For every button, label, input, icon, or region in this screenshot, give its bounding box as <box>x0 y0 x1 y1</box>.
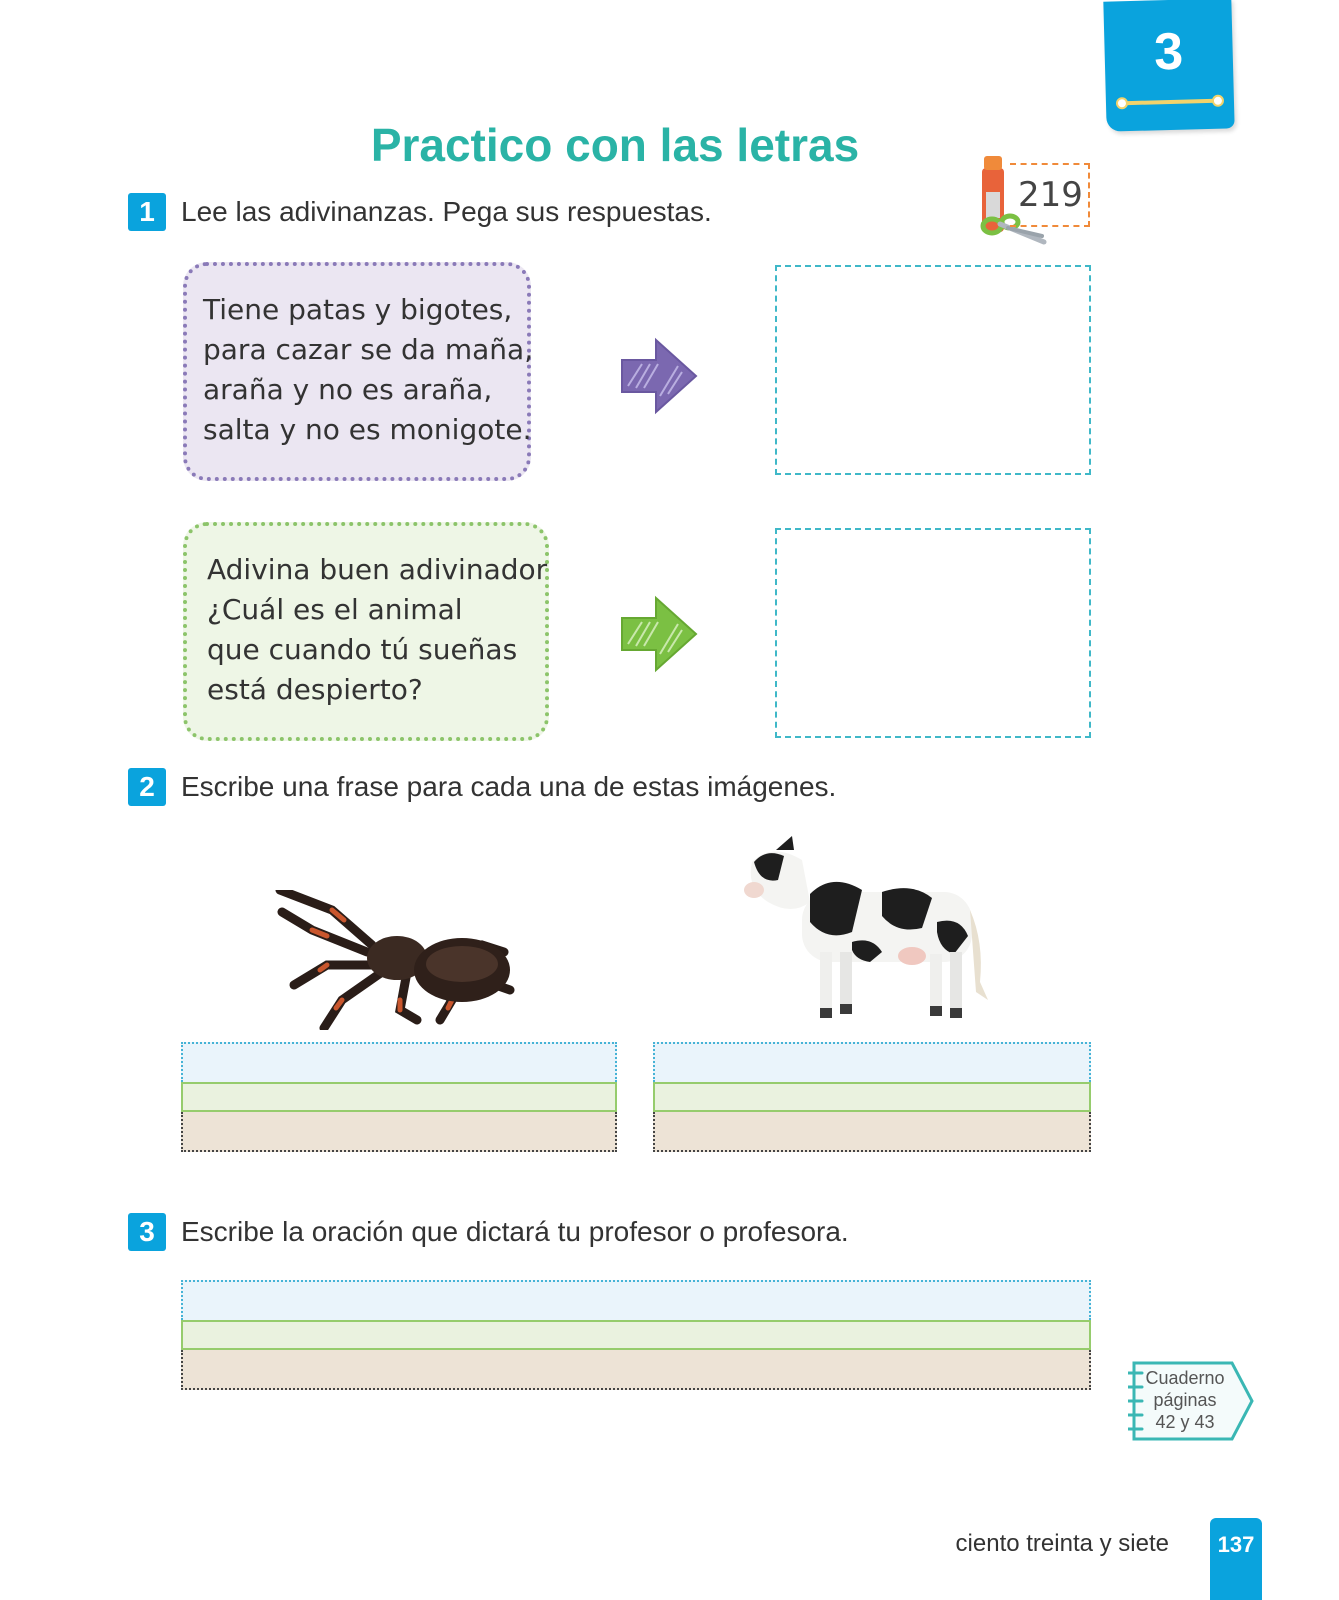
sticker-page-label <box>1010 163 1090 227</box>
cow-image <box>732 832 1012 1032</box>
page-number-tab <box>1210 1518 1262 1600</box>
writing-lines-tarantula[interactable] <box>181 1042 617 1152</box>
writing-line-bottom <box>181 1350 1091 1390</box>
riddle-2-line: Adivina buen adivinador <box>207 553 548 586</box>
riddle-1-line: araña y no es araña, <box>203 373 493 406</box>
answer-paste-box-1[interactable] <box>775 265 1091 475</box>
unit-tab-decoration <box>1122 99 1218 106</box>
riddle-2-line: ¿Cuál es el animal <box>207 593 463 626</box>
exercise-1-instruction: Lee las adivinanzas. Pega sus respuestas. <box>181 196 712 227</box>
exercise-3-instruction: Escribe la oración que dictará tu profesor o profesora. <box>181 1216 849 1247</box>
page-title: Practico con las letras <box>370 119 860 171</box>
riddle-card-2 <box>183 522 549 741</box>
unit-tab-dot-left <box>1116 97 1128 109</box>
writing-line-top <box>181 1280 1091 1320</box>
sticker-page-number: 219 <box>1018 175 1083 215</box>
unit-tab <box>1103 0 1234 132</box>
writing-line-middle <box>181 1320 1091 1350</box>
writing-lines-dictation[interactable] <box>181 1280 1091 1390</box>
arrow-right-green-icon <box>620 594 700 674</box>
riddle-card-1 <box>183 262 534 481</box>
riddle-2-line: que cuando tú sueñas <box>207 633 518 666</box>
writing-line-middle <box>181 1082 617 1112</box>
workbook-label: Cuaderno <box>1145 1368 1225 1388</box>
writing-line-top <box>653 1042 1091 1082</box>
riddle-2-line: está despierto? <box>207 673 423 706</box>
unit-number: 3 <box>1153 22 1184 82</box>
page-number: 137 <box>1217 1532 1255 1557</box>
riddle-1-line: Tiene patas y bigotes, <box>203 293 513 326</box>
page-number-words: ciento treinta y siete <box>955 1530 1169 1557</box>
exercise-2-number: 2 <box>128 768 166 806</box>
workbook-reference <box>1128 1361 1256 1441</box>
workbook-pages-label: páginas <box>1153 1390 1217 1410</box>
tarantula-image <box>272 890 532 1030</box>
exercise-3-number: 3 <box>128 1213 166 1251</box>
arrow-right-purple-icon <box>620 336 700 416</box>
unit-tab-dot-right <box>1212 95 1224 107</box>
exercise-1-number: 1 <box>128 193 166 231</box>
exercise-2-instruction: Escribe una frase para cada una de estas imágenes. <box>181 771 837 802</box>
writing-line-top <box>181 1042 617 1082</box>
workbook-pages: 42 y 43 <box>1155 1412 1215 1432</box>
writing-lines-cow[interactable] <box>653 1042 1091 1152</box>
writing-line-bottom <box>181 1112 617 1152</box>
writing-line-bottom <box>653 1112 1091 1152</box>
answer-paste-box-2[interactable] <box>775 528 1091 738</box>
riddle-1-line: para cazar se da maña, <box>203 333 534 366</box>
riddle-1-line: salta y no es monigote. <box>203 413 532 446</box>
writing-line-middle <box>653 1082 1091 1112</box>
